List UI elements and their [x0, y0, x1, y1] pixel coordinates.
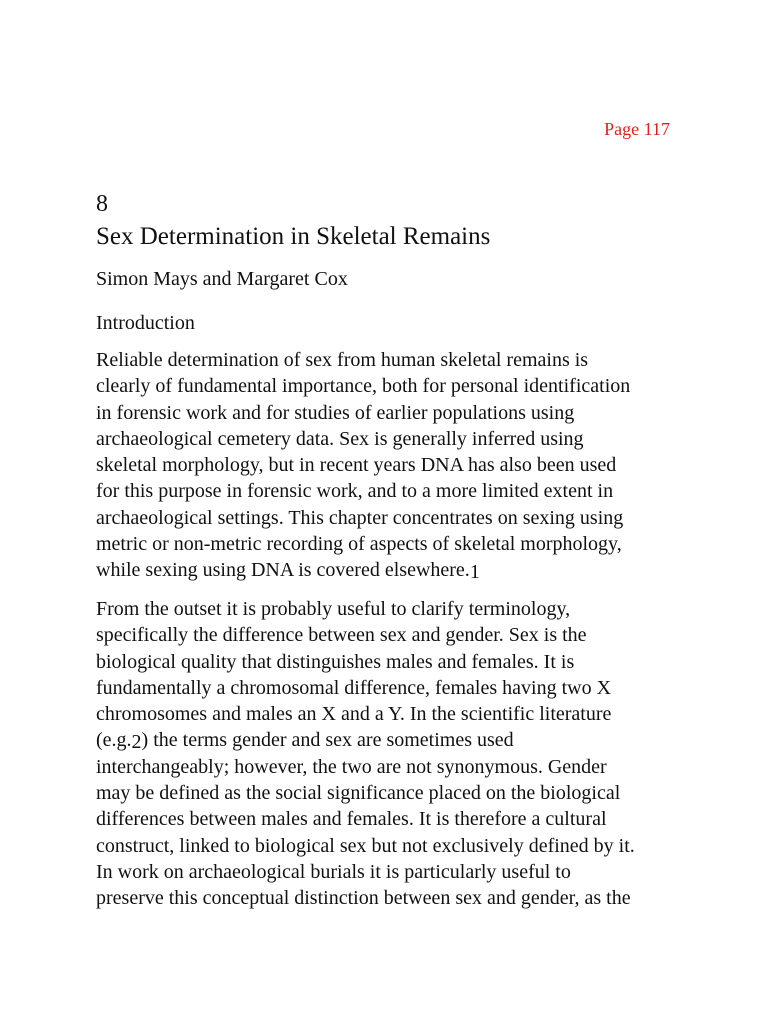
paragraph-line — [96, 727, 676, 753]
paragraph-line-text: (e.g. — [96, 729, 132, 752]
paragraph-line: specifically the difference between sex and gender. Sex is the — [96, 624, 587, 647]
paragraph-line: In work on archaeological burials it is particularly useful to — [96, 860, 571, 883]
paragraph-line: Reliable determination of sex from human skeletal remains is — [96, 349, 589, 371]
paragraph-line: biological quality that distinguishes males and females. It is — [96, 650, 575, 673]
section-heading-introduction: Introduction — [96, 312, 195, 334]
paragraph-line-text: ) the terms gender and sex are sometimes used — [141, 729, 514, 752]
paragraph-line: for this purpose in forensic work, and to a more limited extent in — [96, 480, 614, 503]
footnote-ref-1[interactable]: 1 — [469, 561, 480, 584]
paragraph-line: construct, linked to biological sex but not exclusively defined by it. — [96, 834, 635, 857]
chapter-number: 8 — [96, 191, 108, 217]
paragraph-line-text: while sexing using DNA is covered elsewhere. — [96, 559, 470, 582]
chapter-title: Sex Determination in Skeletal Remains — [96, 223, 491, 250]
paragraph-line: From the outset it is probably useful to clarify terminology, — [96, 598, 571, 620]
paragraph-2 — [96, 596, 676, 912]
paragraph-line: in forensic work and for studies of earlier populations using — [96, 401, 575, 424]
paragraph-line: may be defined as the social significance placed on the biological — [96, 782, 621, 805]
paragraph-line: metric or non-metric recording of aspects of skeletal morphology, — [96, 533, 622, 556]
paragraph-1 — [96, 347, 676, 584]
paragraph-line: chromosomes and males an X and a Y. In the scientific literature — [96, 703, 612, 726]
paragraph-line: archaeological cemetery data. Sex is generally inferred using — [96, 427, 584, 450]
paragraph-line: skeletal morphology, but in recent years DNA has also been used — [96, 454, 617, 477]
paragraph-line: interchangeably; however, the two are not synonymous. Gender — [96, 755, 607, 778]
paragraph-line: differences between males and females. It is therefore a cultural — [96, 808, 607, 831]
paragraph-line: archaeological settings. This chapter concentrates on sexing using — [96, 506, 624, 529]
paragraph-line: clearly of fundamental importance, both for personal identification — [96, 375, 631, 398]
footnote-ref-2[interactable]: 2 — [131, 731, 142, 754]
chapter-authors: Simon Mays and Margaret Cox — [96, 268, 348, 290]
paragraph-line: fundamentally a chromosomal difference, females having two X — [96, 676, 612, 699]
page-number: Page 117 — [604, 119, 670, 139]
paragraph-line — [96, 557, 676, 583]
paragraph-line: preserve this conceptual distinction between sex and gender, as the — [96, 887, 631, 910]
